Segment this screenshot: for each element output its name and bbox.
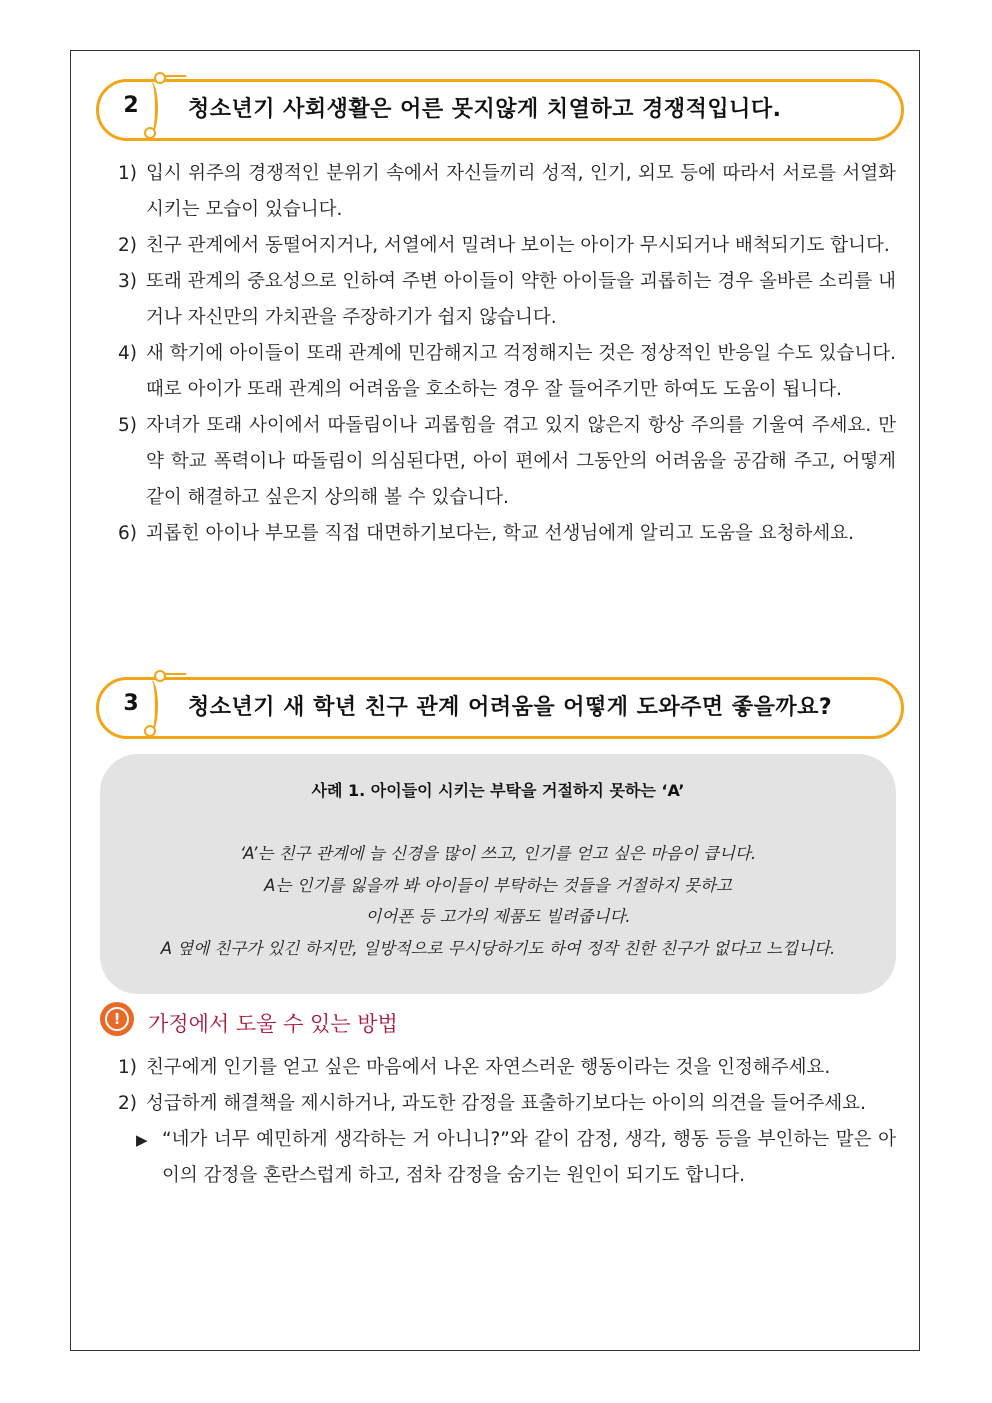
sub-item-text: “네가 너무 예민하게 생각하는 거 아니니?”와 같이 감정, 생각, 행동 등을 부인하는 말은 아이의 감정을 혼란스럽게 하고, 점차 감정을 숨기는 원인이 되기도 합니다. — [162, 1129, 896, 1186]
item-text: 자녀가 또래 사이에서 따돌림이나 괴롭힘을 겪고 있지 않은지 항상 주의를 기울여 주세요. 만약 학교 폭력이나 따돌림이 의심된다면, 아이 편에서 그동안의 어려움을 공감해 주고, 어떻게 같이 해결하고 싶은지 상의해 볼 수 있습니다. — [146, 415, 896, 508]
item-text: 친구에게 인기를 얻고 싶은 마음에서 나온 자연스러운 행동이라는 것을 인정해주세요. — [146, 1057, 831, 1078]
list-item — [118, 264, 896, 336]
case-body — [100, 838, 896, 964]
list-item — [118, 516, 896, 552]
item-number: 4) — [118, 343, 137, 364]
case-line: A 옆에 친구가 있긴 하지만, 일방적으로 무시당하기도 하여 정작 친한 친구가 없다고 느낍니다. — [160, 938, 836, 958]
list-item — [118, 408, 896, 516]
section-2-header — [96, 79, 904, 141]
list-item — [118, 336, 896, 408]
item-number: 5) — [118, 415, 137, 436]
triangle-right-icon: ▶ — [136, 1131, 148, 1149]
item-text: 괴롭힌 아이나 부모를 직접 대면하기보다는, 학교 선생님에게 알리고 도움을 요청하세요. — [146, 523, 855, 544]
item-number: 2) — [118, 235, 137, 256]
header-dot-top — [154, 670, 166, 682]
item-text: 또래 관계의 중요성으로 인하여 주변 아이들이 약한 아이들을 괴롭히는 경우 올바른 소리를 내거나 자신만의 가치관을 주장하기가 쉽지 않습니다. — [146, 271, 896, 328]
case-box — [100, 754, 896, 994]
list-item — [118, 228, 896, 264]
section-number: 3 — [123, 691, 139, 716]
item-number: 6) — [118, 523, 137, 544]
header-dot-bottom — [144, 725, 156, 737]
item-text: 성급하게 해결책을 제시하거나, 과도한 감정을 표출하기보다는 아이의 의견을 들어주세요. — [146, 1093, 867, 1114]
item-number: 1) — [118, 1057, 137, 1078]
case-line: 이어폰 등 고가의 제품도 빌려줍니다. — [365, 907, 631, 926]
case-line: ‘A’는 친구 관계에 늘 신경을 많이 쓰고, 인기를 얻고 싶은 마음이 큽니다. — [239, 844, 757, 863]
list-item — [118, 1086, 896, 1122]
list-item — [118, 1050, 896, 1086]
section-number: 2 — [123, 93, 139, 118]
item-text: 친구 관계에서 동떨어지거나, 서열에서 밀려나 보이는 아이가 무시되거나 배척되기도 합니다. — [146, 235, 890, 256]
section-title: 청소년기 새 학년 친구 관계 어려움을 어떻게 도와주면 좋을까요? — [188, 695, 833, 720]
case-heading: 사례 1. 아이들이 시키는 부탁을 거절하지 못하는 ‘A’ — [311, 781, 685, 800]
list-item — [118, 156, 896, 228]
item-text: 입시 위주의 경쟁적인 분위기 속에서 자신들끼리 성적, 인기, 외모 등에 따라서 서로를 서열화 시키는 모습이 있습니다. — [146, 163, 896, 220]
item-number: 3) — [118, 271, 137, 292]
section-2-list — [118, 156, 896, 552]
case-line: A는 인기를 잃을까 봐 아이들이 부탁하는 것들을 거절하지 못하고 — [264, 875, 732, 895]
item-number: 1) — [118, 163, 137, 184]
item-text: 새 학기에 아이들이 또래 관계에 민감해지고 걱정해지는 것은 정상적인 반응일 수도 있습니다. 때로 아이가 또래 관계의 어려움을 호소하는 경우 잘 들어주기만 하여도 도움이 됩니다. — [146, 343, 896, 400]
exclamation-icon: ! — [100, 1002, 134, 1036]
sub-item — [136, 1122, 896, 1194]
section-title: 청소년기 사회생활은 어른 못지않게 치열하고 경쟁적입니다. — [188, 97, 782, 122]
header-dot-top — [154, 72, 166, 84]
item-number: 2) — [118, 1093, 137, 1114]
tips-list — [118, 1050, 896, 1194]
tips-label: 가정에서 도울 수 있는 방법 — [148, 1012, 398, 1036]
header-dot-bottom — [144, 127, 156, 139]
section-3-header — [96, 677, 904, 739]
